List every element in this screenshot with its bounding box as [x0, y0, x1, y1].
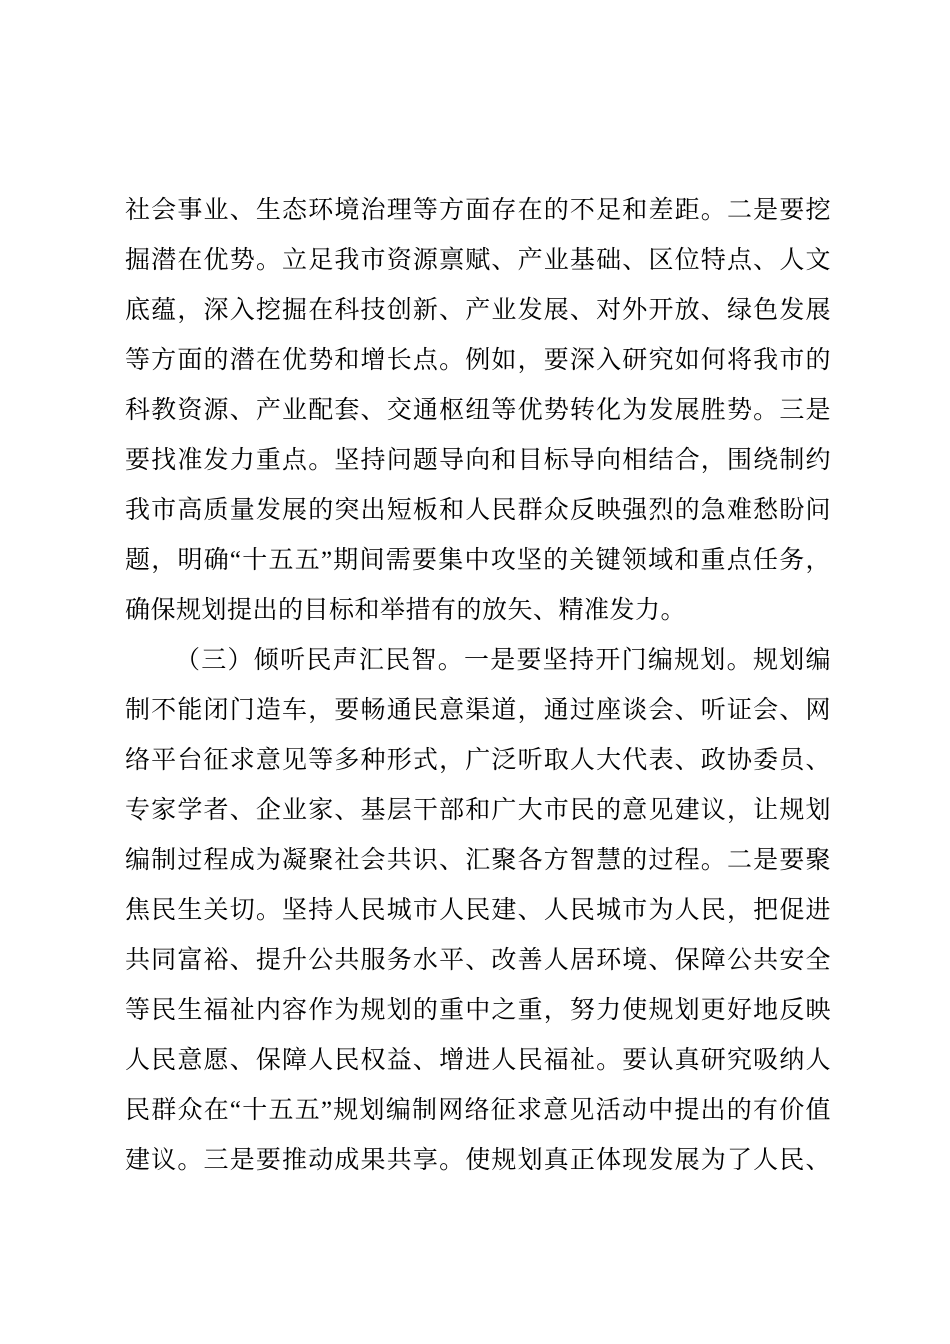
text-line: 掘潜在优势。立足我市资源禀赋、产业基础、区位特点、人文 [125, 247, 831, 274]
text-line: 科教资源、产业配套、交通枢纽等优势转化为发展胜势。三是 [125, 397, 831, 424]
text-line: 编制过程成为凝聚社会共识、汇聚各方智慧的过程。二是要聚 [125, 847, 831, 874]
text-line-paragraph-end: 确保规划提出的目标和举措有的放矢、精准发力。 [125, 597, 687, 624]
text-line-paragraph-start: （三）倾听民声汇民智。一是要坚持开门编规划。规划编 [175, 647, 831, 674]
document-body [125, 186, 831, 1186]
text-line: 人民意愿、保障人民权益、增进人民福祉。要认真研究吸纳人 [125, 1047, 831, 1074]
text-line: 民群众在“十五五”规划编制网络征求意见活动中提出的有价值 [125, 1097, 831, 1124]
text-line: 建议。三是要推动成果共享。使规划真正体现发展为了人民、 [125, 1147, 831, 1174]
text-line: 底蕴，深入挖掘在科技创新、产业发展、对外开放、绿色发展 [125, 297, 831, 324]
text-line: 络平台征求意见等多种形式，广泛听取人大代表、政协委员、 [125, 747, 831, 774]
text-line: 等民生福祉内容作为规划的重中之重，努力使规划更好地反映 [125, 997, 831, 1024]
text-line: 我市高质量发展的突出短板和人民群众反映强烈的急难愁盼问 [125, 497, 831, 524]
text-line: 制不能闭门造车，要畅通民意渠道，通过座谈会、听证会、网 [125, 697, 831, 724]
text-line: 专家学者、企业家、基层干部和广大市民的意见建议，让规划 [125, 797, 831, 824]
text-line: 要找准发力重点。坚持问题导向和目标导向相结合，围绕制约 [125, 447, 831, 474]
text-line: 焦民生关切。坚持人民城市人民建、人民城市为人民，把促进 [125, 897, 831, 924]
text-line: 题，明确“十五五”期间需要集中攻坚的关键领域和重点任务， [125, 547, 831, 574]
text-line: 共同富裕、提升公共服务水平、改善人居环境、保障公共安全 [125, 947, 831, 974]
text-line: 社会事业、生态环境治理等方面存在的不足和差距。二是要挖 [125, 197, 831, 224]
text-line: 等方面的潜在优势和增长点。例如，要深入研究如何将我市的 [125, 347, 831, 374]
